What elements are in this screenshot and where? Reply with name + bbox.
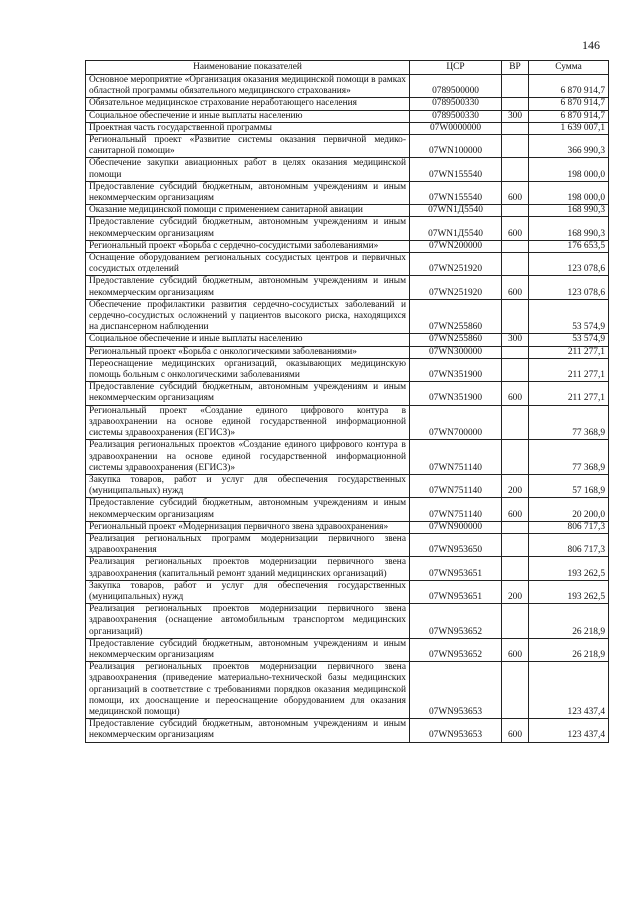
cell-sum: 198 000,0 [529, 158, 609, 181]
cell-name: Реализация региональных программ модернизации первичного звена здравоохранения [86, 533, 410, 556]
cell-vr [502, 75, 529, 98]
table-row [86, 240, 609, 252]
cell-sum: 1 639 007,1 [529, 122, 609, 134]
cell-sum: 77 368,9 [529, 440, 609, 475]
table-row [86, 521, 609, 533]
cell-sum: 123 437,4 [529, 662, 609, 719]
cell-name: Закупка товаров, работ и услуг для обеспечения государственных (муниципальных) нужд [86, 474, 410, 497]
cell-name: Обеспечение закупки авиационных работ в целях оказания медицинской помощи [86, 158, 410, 181]
cell-vr: 600 [502, 181, 529, 204]
cell-vr: 600 [502, 276, 529, 299]
table-row [86, 346, 609, 358]
cell-csr: 07WN255860 [410, 334, 502, 346]
cell-name: Реализация региональных проектов модернизации первичного звена здравоохранения (приведение материально-технической базы медицинских организаций в соответствие с требованиями порядков оказания медицинской помощи, их дооснащение и переоснащение оборудованием для оказания медицинской помощи) [86, 662, 410, 719]
cell-name: Предоставление субсидий бюджетным, автономным учреждениям и иным некоммерческим организациям [86, 498, 410, 521]
cell-sum: 6 870 914,7 [529, 98, 609, 110]
cell-sum: 366 990,3 [529, 135, 609, 158]
cell-sum: 53 574,9 [529, 334, 609, 346]
cell-sum: 77 368,9 [529, 405, 609, 440]
header-csr: ЦСР [410, 61, 502, 75]
cell-name: Оказание медицинской помощи с применением санитарной авиации [86, 205, 410, 217]
cell-name: Обязательное медицинское страхование неработающего населения [86, 98, 410, 110]
cell-sum: 211 277,1 [529, 346, 609, 358]
cell-sum: 53 574,9 [529, 299, 609, 334]
cell-csr: 07WN155540 [410, 158, 502, 181]
cell-csr: 07WN155540 [410, 181, 502, 204]
cell-vr [502, 299, 529, 334]
table-row [86, 110, 609, 122]
table-row [86, 358, 609, 381]
cell-sum: 57 168,9 [529, 474, 609, 497]
cell-sum: 26 218,9 [529, 638, 609, 661]
cell-name: Реализация региональных проектов модернизации первичного звена здравоохранения (капитальный ремонт зданий медицинских организаций) [86, 557, 410, 580]
cell-sum: 806 717,3 [529, 533, 609, 556]
cell-csr: 07WN251920 [410, 276, 502, 299]
table-row [86, 253, 609, 276]
cell-name: Социальное обеспечение и иные выплаты населению [86, 110, 410, 122]
cell-csr: 07WN953653 [410, 719, 502, 742]
cell-csr: 07WN751140 [410, 498, 502, 521]
cell-vr [502, 240, 529, 252]
table-header-row [86, 61, 609, 75]
cell-csr: 0789500330 [410, 98, 502, 110]
cell-vr: 600 [502, 217, 529, 240]
cell-sum: 26 218,9 [529, 604, 609, 639]
table-row [86, 580, 609, 603]
cell-name: Предоставление субсидий бюджетным, автономным учреждениям и иным некоммерческим организациям [86, 638, 410, 661]
header-sum: Сумма [529, 61, 609, 75]
header-vr: ВР [502, 61, 529, 75]
table-row [86, 662, 609, 719]
cell-vr [502, 253, 529, 276]
cell-name: Региональный проект «Создание единого цифрового контура в здравоохранении на основе единой государственной информационной системы здравоохранения (ЕГИСЗ)» [86, 405, 410, 440]
cell-vr: 200 [502, 580, 529, 603]
cell-vr [502, 662, 529, 719]
cell-vr [502, 557, 529, 580]
cell-name: Переоснащение медицинских организаций, оказывающих медицинскую помощь больным с онкологическими заболеваниями [86, 358, 410, 381]
table-row [86, 557, 609, 580]
cell-vr: 200 [502, 474, 529, 497]
cell-sum: 193 262,5 [529, 580, 609, 603]
cell-sum: 123 437,4 [529, 719, 609, 742]
budget-table [85, 60, 609, 743]
cell-vr [502, 533, 529, 556]
cell-sum: 6 870 914,7 [529, 75, 609, 98]
cell-name: Оснащение оборудованием региональных сосудистых центров и первичных сосудистых отделений [86, 253, 410, 276]
cell-vr: 600 [502, 719, 529, 742]
table-row [86, 440, 609, 475]
cell-csr: 07WN251920 [410, 253, 502, 276]
cell-name: Предоставление субсидий бюджетным, автономным учреждениям и иным некоммерческим организациям [86, 276, 410, 299]
cell-vr [502, 521, 529, 533]
cell-csr: 07WN1Д5540 [410, 217, 502, 240]
cell-sum: 176 653,5 [529, 240, 609, 252]
cell-vr [502, 122, 529, 134]
header-name: Наименование показателей [86, 61, 410, 75]
cell-name: Предоставление субсидий бюджетным, автономным учреждениям и иным некоммерческим организациям [86, 382, 410, 405]
cell-sum: 123 078,6 [529, 253, 609, 276]
cell-name: Реализация региональных проектов модернизации первичного звена здравоохранения (оснащение автомобильным транспортом медицинских организаций) [86, 604, 410, 639]
cell-vr: 300 [502, 110, 529, 122]
table-row [86, 498, 609, 521]
cell-name: Предоставление субсидий бюджетным, автономным учреждениям и иным некоммерческим организациям [86, 217, 410, 240]
cell-vr: 600 [502, 638, 529, 661]
cell-csr: 07WN900000 [410, 521, 502, 533]
cell-vr [502, 158, 529, 181]
table-row [86, 299, 609, 334]
cell-vr [502, 98, 529, 110]
table-body [86, 75, 609, 743]
cell-csr: 07WN200000 [410, 240, 502, 252]
table-row [86, 474, 609, 497]
cell-name: Обеспечение профилактики развития сердечно-сосудистых заболеваний и сердечно-сосудистых осложнений у пациентов высокого риска, находящихся на диспансерном наблюдении [86, 299, 410, 334]
table-row [86, 135, 609, 158]
cell-vr [502, 205, 529, 217]
cell-name: Региональный проект «Развитие системы оказания первичной медико-санитарной помощи» [86, 135, 410, 158]
cell-csr: 07WN953651 [410, 580, 502, 603]
cell-csr: 07WN953652 [410, 638, 502, 661]
cell-csr: 07WN751140 [410, 474, 502, 497]
cell-csr: 07WN1Д5540 [410, 205, 502, 217]
table-row [86, 276, 609, 299]
cell-sum: 198 000,0 [529, 181, 609, 204]
table-row [86, 98, 609, 110]
cell-name: Региональный проект «Борьба с онкологическими заболеваниями» [86, 346, 410, 358]
cell-sum: 211 277,1 [529, 382, 609, 405]
table-row [86, 122, 609, 134]
cell-sum: 806 717,3 [529, 521, 609, 533]
cell-csr: 07WN953651 [410, 557, 502, 580]
cell-name: Региональный проект «Модернизация первичного звена здравоохранения» [86, 521, 410, 533]
table-row [86, 719, 609, 742]
cell-sum: 168 990,3 [529, 205, 609, 217]
cell-sum: 20 200,0 [529, 498, 609, 521]
cell-csr: 0789500000 [410, 75, 502, 98]
cell-vr [502, 440, 529, 475]
cell-vr: 600 [502, 498, 529, 521]
cell-vr [502, 358, 529, 381]
cell-sum: 123 078,6 [529, 276, 609, 299]
cell-csr: 07WN953652 [410, 604, 502, 639]
cell-name: Основное мероприятие «Организация оказания медицинской помощи в рамках областной программы обязательного медицинского страхования» [86, 75, 410, 98]
cell-csr: 07WN700000 [410, 405, 502, 440]
table-row [86, 604, 609, 639]
cell-csr: 07WN100000 [410, 135, 502, 158]
cell-csr: 07WN953653 [410, 662, 502, 719]
cell-sum: 168 990,3 [529, 217, 609, 240]
cell-vr [502, 135, 529, 158]
table-row [86, 638, 609, 661]
table-row [86, 405, 609, 440]
table-row [86, 158, 609, 181]
table-row [86, 533, 609, 556]
cell-name: Предоставление субсидий бюджетным, автономным учреждениям и иным некоммерческим организациям [86, 719, 410, 742]
cell-sum: 211 277,1 [529, 358, 609, 381]
cell-vr [502, 346, 529, 358]
cell-name: Реализация региональных проектов «Создание единого цифрового контура в здравоохранении на основе единой государственной информационной системы здравоохранения (ЕГИСЗ)» [86, 440, 410, 475]
cell-vr: 600 [502, 382, 529, 405]
cell-csr: 07WN953650 [410, 533, 502, 556]
table-row [86, 334, 609, 346]
cell-name: Предоставление субсидий бюджетным, автономным учреждениям и иным некоммерческим организациям [86, 181, 410, 204]
cell-vr [502, 604, 529, 639]
cell-vr [502, 405, 529, 440]
cell-csr: 07WN351900 [410, 358, 502, 381]
table-row [86, 181, 609, 204]
cell-csr: 07WN300000 [410, 346, 502, 358]
cell-csr: 07WN351900 [410, 382, 502, 405]
cell-csr: 07W0000000 [410, 122, 502, 134]
table-row [86, 382, 609, 405]
table-row [86, 217, 609, 240]
page-number: 146 [582, 38, 600, 52]
cell-name: Региональный проект «Борьба с сердечно-сосудистыми заболеваниями» [86, 240, 410, 252]
cell-vr: 300 [502, 334, 529, 346]
table-row [86, 205, 609, 217]
cell-name: Закупка товаров, работ и услуг для обеспечения государственных (муниципальных) нужд [86, 580, 410, 603]
cell-csr: 07WN751140 [410, 440, 502, 475]
cell-csr: 07WN255860 [410, 299, 502, 334]
cell-csr: 0789500330 [410, 110, 502, 122]
cell-name: Проектная часть государственной программы [86, 122, 410, 134]
table-row [86, 75, 609, 98]
cell-name: Социальное обеспечение и иные выплаты населению [86, 334, 410, 346]
cell-sum: 6 870 914,7 [529, 110, 609, 122]
cell-sum: 193 262,5 [529, 557, 609, 580]
